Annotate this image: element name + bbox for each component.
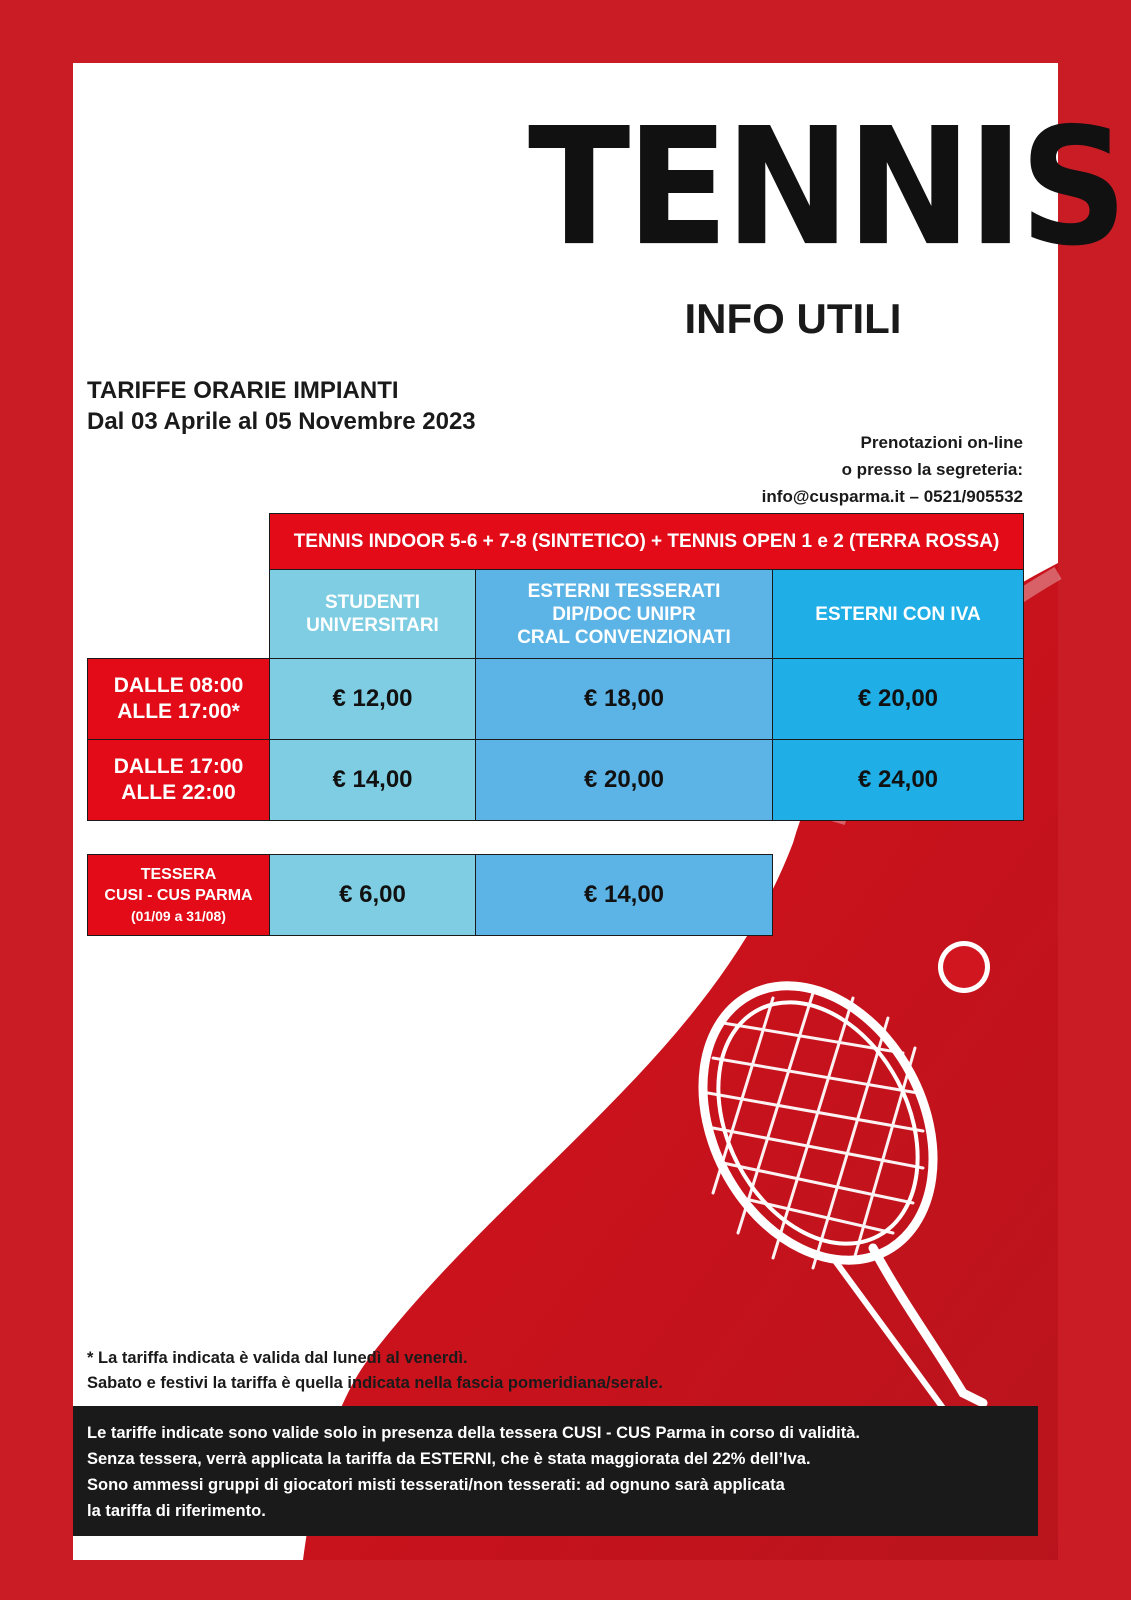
tessera-price-cell: [269, 854, 476, 936]
price-cell: [269, 739, 476, 821]
column-header-label: CRAL CONVENZIONATI: [517, 626, 731, 648]
footnote-line: Sabato e festivi la tariffa è quella indicata nella fascia pomeridiana/serale.: [87, 1374, 663, 1392]
tessera-label-line: (01/09 a 31/08): [131, 907, 226, 924]
notice-box: [73, 1406, 1038, 1536]
notice-line: la tariffa di riferimento.: [87, 1502, 266, 1520]
column-header-esterni-tesserati: [475, 569, 773, 659]
row-label-morning: [87, 658, 270, 740]
poster-panel: [73, 63, 1124, 1560]
row-label-line: ALLE 22:00: [121, 781, 236, 804]
tariffe-heading: TARIFFE ORARIE IMPIANTI: [87, 377, 399, 404]
price-value: € 20,00: [857, 685, 939, 712]
footnote-line: * La tariffa indicata è valida dal lunedì al venerdì.: [87, 1349, 468, 1367]
footnote: [87, 1346, 663, 1396]
column-header-studenti: [269, 569, 476, 659]
price-cell: [269, 658, 476, 740]
notice-line: Sono ammessi gruppi di giocatori misti tesserati/non tesserati: ad ognuno sarà applicata: [87, 1476, 785, 1494]
column-header-label: ESTERNI CON IVA: [815, 603, 981, 625]
notice-line: Senza tessera, verrà applicata la tariffa da ESTERNI, che è stata maggiorata del 22% dell’Iva.: [87, 1450, 811, 1468]
price-value: € 24,00: [857, 766, 939, 793]
booking-line1: Prenotazioni on-line: [860, 433, 1023, 452]
page-title: TENNIS: [528, 94, 1124, 282]
price-value: € 14,00: [583, 881, 665, 908]
column-header-label: DIP/DOC UNIPR: [552, 603, 696, 625]
price-value: € 14,00: [332, 766, 413, 793]
tessera-label: [87, 854, 270, 936]
price-value: € 6,00: [339, 881, 406, 908]
row-label-line: DALLE 17:00: [113, 755, 244, 778]
price-cell: [475, 658, 773, 740]
column-header-label: UNIVERSITARI: [306, 615, 439, 636]
price-value: € 12,00: [332, 685, 413, 712]
price-cell: [772, 658, 1024, 740]
page-subtitle: INFO UTILI: [684, 295, 902, 342]
booking-line2: o presso la segreteria:: [841, 460, 1023, 479]
booking-info: [762, 429, 1023, 510]
facility-header-label: TENNIS INDOOR 5-6 + 7-8 (SINTETICO) + TENNIS OPEN 1 e 2 (TERRA ROSSA): [293, 531, 1000, 552]
column-header-label: ESTERNI TESSERATI: [527, 580, 721, 602]
tessera-price-cell: [475, 854, 773, 936]
column-header-esterni-iva: [772, 569, 1024, 659]
booking-contact[interactable]: info@cusparma.it – 0521/905532: [761, 487, 1023, 506]
row-label-line: ALLE 17:00*: [117, 700, 240, 723]
tessera-label-line: TESSERA: [140, 865, 217, 883]
price-cell: [475, 739, 773, 821]
price-value: € 20,00: [583, 766, 665, 793]
tariffe-heading-block: [87, 375, 476, 437]
tennis-ball-icon: [938, 941, 990, 993]
row-label-evening: [87, 739, 270, 821]
row-label-line: DALLE 08:00: [113, 674, 244, 697]
facility-header: [269, 513, 1024, 570]
notice-line: Le tariffe indicate sono valide solo in presenza della tessera CUSI - CUS Parma in corso di validità.: [87, 1424, 860, 1442]
column-header-label: STUDENTI: [324, 592, 420, 613]
tariffe-period: Dal 03 Aprile al 05 Novembre 2023: [87, 408, 476, 435]
tessera-label-line: CUSI - CUS PARMA: [104, 886, 253, 904]
price-value: € 18,00: [583, 685, 665, 712]
price-cell: [772, 739, 1024, 821]
